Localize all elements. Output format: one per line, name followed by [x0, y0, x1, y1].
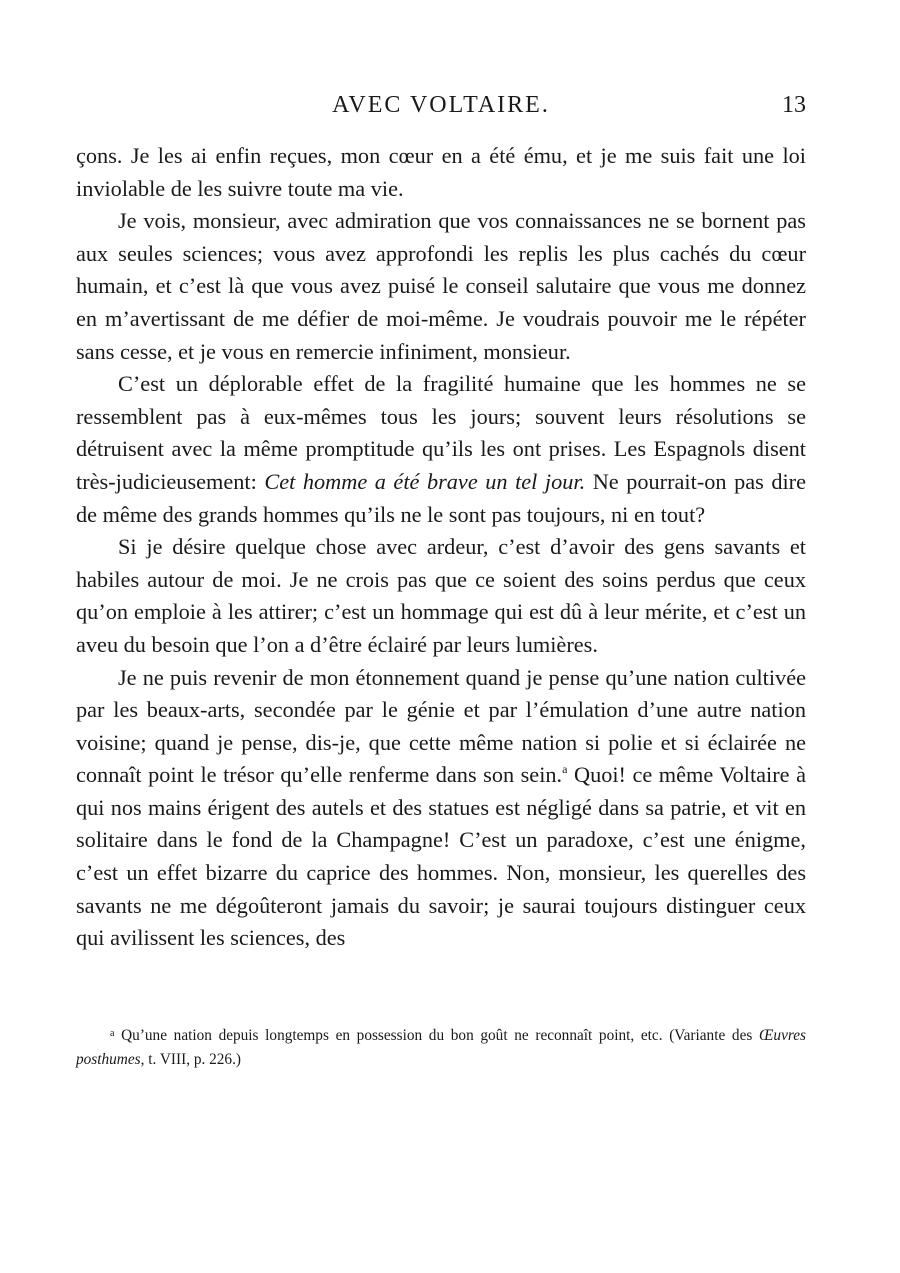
body-text [76, 140, 806, 955]
running-title: AVEC VOLTAIRE. [332, 92, 550, 118]
paragraph-3-text: C’est un déplorable effet de la fragilité humaine que les hommes ne se ressemblent pas à eux-mêmes tous les jours; souvent leurs résolutions se détruisent avec la même promptitude qu’ils les ont prises. Les Espagnols disent très-judicieusement: [76, 371, 806, 494]
footnote-reference: a [562, 762, 568, 777]
paragraph-2: Je vois, monsieur, avec admiration que vos connaissances ne se bornent pas aux seules sciences; vous avez approfondi les replis les plus cachés du cœur humain, et c’est là que vous avez puisé le conseil salutaire que vous me donnez en m’avertissant de me défier de moi-même. Je voudrais pouvoir me le répéter sans cesse, et je vous en remercie infiniment, monsieur. [76, 208, 806, 364]
paragraph-3 [76, 368, 806, 531]
footnote-text: Qu’une nation depuis longtemps en possession du bon goût ne reconnaît point, etc. (Variante des [114, 1027, 759, 1044]
page-header [76, 92, 806, 124]
paragraph-3-text-end: Ne pourrait-on pas dire de même des grands hommes qu’ils ne le sont pas toujours, ni en tout? [76, 468, 806, 527]
paragraph-5-text: Je ne puis revenir de mon étonnement quand je pense qu’une nation cultivée par les beaux-arts, secondée par le génie et par l’émulation d’une autre nation voisine; quand je pense, dis-je, que cette même nation si polie et si éclairée ne connaît point le trésor qu’elle renferme dans son sein. [76, 664, 806, 788]
spanish-saying: Cet homme a été brave un tel jour. [264, 468, 586, 494]
paragraph-5 [76, 662, 806, 955]
footnote-citation: , t. VIII, p. 226.) [140, 1051, 242, 1068]
footnote [76, 1024, 806, 1072]
footnote-work-title: Œuvres posthumes [76, 1027, 806, 1068]
page-number: 13 [782, 92, 806, 118]
paragraph-1: çons. Je les ai enfin reçues, mon cœur en a été ému, et je me suis fait une loi inviolable de les suivre toute ma vie. [76, 143, 806, 201]
paragraph-5-text-end: Quoi! ce même Voltaire à qui nos mains érigent des autels et des statues est négligé dans sa patrie, et vit en solitaire dans le fond de la Champagne! C’est un paradoxe, c’est une énigme, c’est un effet bizarre du caprice des hommes. Non, monsieur, les querelles des savants ne me dégoûteront jamais du savoir; je saurai toujours distinguer ceux qui avilissent les sciences, des [76, 762, 806, 951]
paragraph-4: Si je désire quelque chose avec ardeur, c’est d’avoir des gens savants et habiles autour de moi. Je ne crois pas que ce soient des soins perdus que ceux qu’on emploie à les attirer; c’est un hommage qui est dû à leur mérite, et c’est un aveu du besoin que l’on a d’être éclairé par leurs lumières. [76, 534, 806, 657]
footnote-marker: a [110, 1028, 115, 1039]
